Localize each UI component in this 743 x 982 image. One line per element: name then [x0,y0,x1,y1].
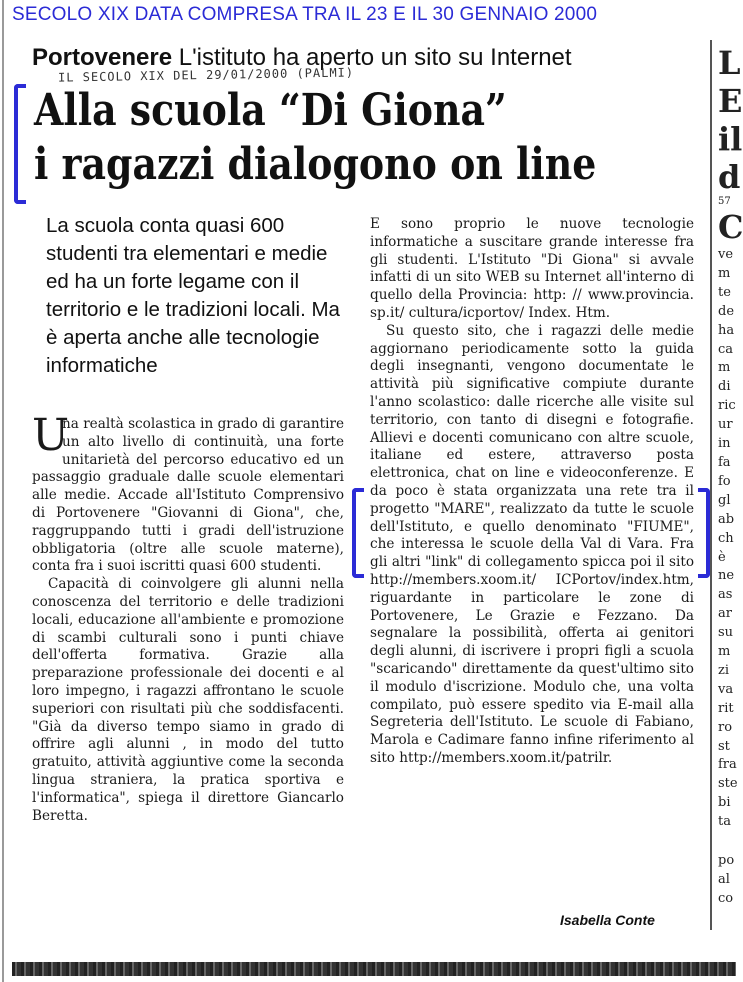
neighbor-word-fragment: di [718,379,731,395]
neighbor-word-fragment: in [718,436,731,452]
kicker-text: L'istituto ha aperto un sito su Internet [172,44,572,71]
neighbor-word-fragment: ch [718,530,734,546]
column1-paragraph-1: na realtà scolastica in grado di garantire un alto livello di continuità, una forte unitarietà del percorso educativo ed un passaggio graduale dalle scuole elementari alle medie. Accade all'Istituto Comprensivo di Portovenere "Giovanni di Giona", che, raggruppando tutti i gradi dell'istruzione obbligatoria (oltre alle scuole materne), conta fra i suoi iscritti quasi 600 studenti. [32,416,344,575]
neighbor-word-fragment: as [718,587,733,603]
neighbor-heading-2: E [718,82,743,120]
neighbor-word-fragment: m [718,644,731,660]
headline-line-2: i ragazzi dialogono on line [34,139,597,190]
highlight-bracket-left [352,488,364,578]
neighbor-word-fragment: de [718,303,735,319]
neighbor-word-fragment: ca [718,341,734,357]
author-signature: Isabella Conte [560,912,655,928]
handwritten-note: IL SECOLO XIX DEL 29/01/2000 (PALMI) [57,65,355,85]
kicker-place: Portovenere [32,44,173,71]
neighbor-word-fragment: ha [718,322,735,338]
drop-cap: U [32,410,70,461]
neighbor-word-fragment: ta [718,814,731,830]
neighbor-gap [718,832,740,852]
summary: La scuola conta quasi 600 studenti tra elementari e medie ed ha un forte legame con il territorio e le tradizioni locali. Ma è aperta anche alle tecnologie informatiche [46,214,340,377]
neighbor-word-fragment: ar [718,606,732,622]
headline-line-1: Alla scuola “Di Giona” [34,85,507,136]
neighbor-word-fragment: rit [718,700,734,716]
bottom-rule [12,962,736,976]
neighbor-word-fragment: è [718,549,726,565]
highlight-bracket-right [698,488,710,578]
neighbor-word-fragment: ab [718,511,735,527]
neighbor-word-fragment: gl [718,492,731,508]
neighbor-capital: C [718,208,743,246]
neighbor-word-fragment: al [718,872,730,887]
neighbor-word-fragment: m [718,265,731,281]
neighbor-heading-3: il [718,120,743,158]
neighbor-word-fragment: m [718,360,731,376]
neighbor-word-fragment: fa [718,454,731,470]
neighbor-word-fragment: ur [718,417,733,433]
neighbor-heading-1: L [718,44,741,82]
neighbor-word-fragment: st [718,738,730,754]
neighbor-word-fragment: zi [718,662,730,678]
neighbor-word-fragment: bi [718,795,731,811]
neighbor-word-fragment: te [718,284,731,300]
neighbor-words [718,246,740,909]
neighbor-word-fragment: po [718,853,735,869]
headline [34,84,619,192]
neighbor-word-fragment: fo [718,473,731,489]
column-divider [710,40,712,930]
column2-paragraph-1: E sono proprio le nuove tecnologie informatiche a suscitare grande interesse fra gli studenti. L'Istituto "Di Giona" si avvale infatti di un sito WEB su Internet all'interno di quello della Provincia: http: // www.provincia. sp.it/ cultura/icportov/ Index. Htm. [370,216,694,321]
neighbor-word-fragment: ste [718,776,738,792]
article-column-1 [32,410,344,825]
neighbor-word-fragment: va [718,681,734,697]
archive-header: SECOLO XIX DATA COMPRESA TRA IL 23 E IL 30 GENNAIO 2000 [12,4,598,25]
neighbor-word-fragment: ne [718,568,735,584]
neighbor-heading-4: d [718,158,741,196]
neighbor-number: 57 [718,196,731,207]
neighbor-word-fragment: co [718,890,734,906]
neighbor-word-fragment: ro [718,719,733,735]
neighbor-word-fragment: su [718,625,734,641]
column2-paragraph-2: Su questo sito, che i ragazzi delle medie aggiornano periodicamente sotto la guida degli insegnanti, vengono documentate le attività più significative compiute durante l'anno scolastico: dalle ricerche alle visite sul territorio, con tanto di disegni e fotografie. Allievi e docenti comunicano con altre scuole, italiane ed estere, attraverso posta elettronica, chat on line e videoconferenze. E da poco è stata organizzata una rete tra il progetto "MARE", realizzato da tutte le scuole dell'Istituto, e quello denominato "FIUME", che interessa le scuole della Val di Vara. Fra gli altri "link" di collegamento spicca poi il sito http://members.xoom.it/ ICPortov/index.htm, riguardante in particolare le zone di Portovenere, Le Grazie e Fezzano. Da segnalare la possibilità, offerta ai genitori degli alunni, di iscrivere i propri figli a scuola "scaricando" direttamente da quest'ultimo sito il modulo d'iscrizione. Modulo che, una volta compilato, può essere spedito via E-mail alla Segreteria dell'Istituto. Le scuole di Fabiano, Marola e Cadimare fanno infine riferimento al sito http://members.xoom.it/patrilr. [370,322,694,766]
column1-paragraph-2: Capacità di coinvolgere gli alunni nella conoscenza del territorio e delle tradizioni locali, educazione all'ambiente e promozione di scambi culturali sono i punti chiave dell'offerta formativa. Grazie alla preparazione professionale dei docenti e al loro impegno, i ragazzi affrontano le scuole superiori con risultati più che soddisfacenti. "Già da diverso tempo siamo in grado di offrire agli alunni , in modo del tutto gratuito, attività aggiuntive come la seconda lingua straniera, la pratica sportiva e l'informatica", spiega il direttore Giancarlo Beretta. [32,576,344,824]
neighbor-word-fragment: ric [718,398,736,414]
highlight-bracket-headline [14,84,26,204]
neighbor-article-fragment [718,44,743,909]
article-column-2 [370,216,694,768]
page-edge-rule [2,0,4,982]
neighbor-word-fragment: fra [718,757,737,773]
neighbor-word-fragment: ve [718,247,734,262]
